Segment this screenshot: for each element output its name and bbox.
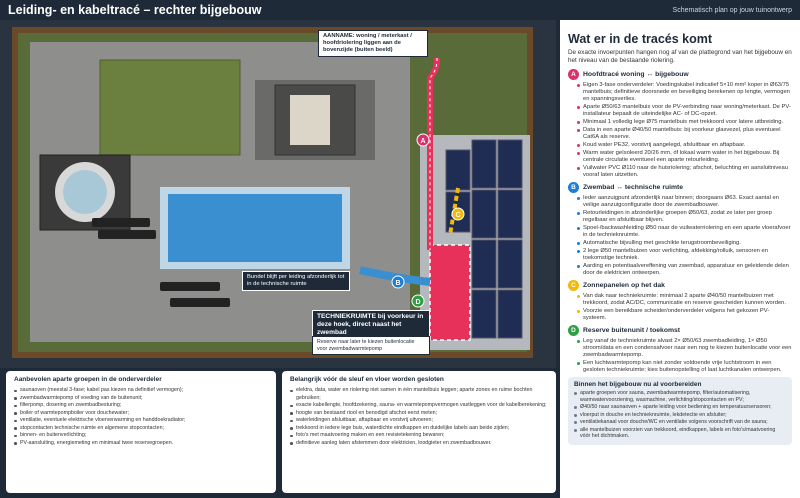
list-item: zwembadwarmtepomp of voeding van de buitenunit;	[14, 395, 268, 403]
list-item: Warm water geïsoleerd 20/26 mm, óf lokaal warm water in het bijgebouw. Bij centrale circulatie eventueel een aparte retourleiding.	[577, 150, 792, 164]
card-title: Aanbevolen aparte groepen in de onderverdeler	[14, 376, 162, 383]
list-item: Eigen 3-fase onderverdeler: Voedingskabel indicatief 5×10 mm² koper in Ø63/75 mantelbuis; definitieve doorsnede en beveiliging berekenen op lengte, vermogen en spanningsverlies.	[577, 82, 792, 103]
section-title: Zwembad ↔ technische ruimte	[583, 184, 684, 191]
list-item: Ieder aanzuigpunt afzonderlijk naar binnen; doorgaans Ø63. Exact aantal en veilige aanzuigconfiguratie door de zwembadbouwer.	[577, 195, 792, 209]
list-item: filterpomp, dosering en zwembadbesturing;	[14, 402, 268, 410]
prepare-title: Binnen het bijgebouw nu al voorbereiden	[574, 381, 702, 388]
card-before-closing	[282, 371, 556, 493]
lawn	[100, 60, 240, 155]
callout-bundle: Bundel blijft per leiding afzonderlijk tot in de technische ruimte	[242, 271, 350, 291]
list-item: Spoel-/backwashleiding Ø50 naar de vuilwaterriolering en een aparte vloerafvoer in de technieknruimte.	[577, 225, 792, 239]
marker-d	[412, 295, 424, 307]
list-item: Retourleidingen in afzonderlijke groepen Ø50/63, zodat ze later per groep regelbaar en afsluitbaar blijven.	[577, 210, 792, 224]
list-item: ventilatie, eventuele elektrische vloerverwarming en handdoekradiator;	[14, 417, 268, 425]
svg-text:A: A	[420, 138, 426, 145]
section-title: Hoofdtracé woning ↔ bijgebouw	[583, 71, 689, 78]
list-item: Koud water PE32, vorstvrij aangelegd, afsluitbaar en aftapbaar.	[577, 142, 792, 149]
list-item: boiler of warmtepompboiler voor douchewater;	[14, 410, 268, 418]
prepare-box	[568, 377, 792, 445]
badge-b: B	[568, 182, 579, 193]
section-a	[568, 69, 792, 179]
legend-title: Wat er in de tracés komt	[568, 32, 713, 46]
list-item: Ø40/50 naar saunaoven + aparte leiding voor bediening en temperatuursensoren;	[574, 404, 786, 411]
section-b	[568, 182, 792, 277]
list-item: Automatische bijvulling met geschikte terugstroombeveiliging.	[577, 240, 792, 247]
list-item: Data in een aparte Ø40/50 mantelbuis: bij voorkeur glasvezel, plus eventueel Cat6A als reserve.	[577, 127, 792, 141]
lounger	[170, 298, 230, 307]
list-item: binnen- en buitenverlichting;	[14, 432, 268, 440]
list-item: hoogte van bestaand riool en benodigd afschot eerst meten;	[290, 410, 548, 418]
list-item: foto's met maatvoering maken en een revisietekening bewaren;	[290, 432, 548, 440]
list-item: alle mantelbuizen voorzien van trekkoord, eindkappen, labels en foto's/maatvoering vóór het dichtmaken.	[574, 427, 786, 440]
card-title: Belangrijk vóór de sleuf en vloer worden gesloten	[290, 376, 444, 383]
lounger	[92, 218, 150, 227]
list-item: ventilatiekanaal voor douche/WC en ventilatie volgens voorschrift van de sauna;	[574, 419, 786, 426]
badge-d: D	[568, 325, 579, 336]
legend-intro: De exacte invoerpunten hangen nog af van de plattegrond van het bijgebouw en het niveau van de bestaande riolering.	[568, 49, 792, 64]
header-bar	[0, 0, 800, 20]
list-item: Leg vanaf de techniekruimte alvast 2× Ø50/63 zwembadleiding, 1× Ø50 stroom/data en een condensafvoer naar een nog te kiezen buitenlocatie voor een zwembadwarmtepomp.	[577, 338, 792, 359]
pergola-table	[290, 95, 330, 145]
page-subtitle: Schematisch plan op jouw tuinontwerp	[672, 6, 792, 14]
callout-tech-room: TECHNIEKRUIMTE bij voorkeur in deze hoek, direct naast het zwembad	[312, 310, 430, 340]
list-item: 2 lege Ø50 mantelbuizen voor verlichting, afdekking/rolluik, sensoren en toekomstige techniek.	[577, 248, 792, 262]
list-item: Minimaal 1 volledig lege Ø75 mantelbuis met trekkoord voor latere uitbreiding.	[577, 119, 792, 126]
marker-a	[417, 134, 429, 146]
list-item: Van dak naar techniekruimte: minimaal 2 aparte Ø40/50 mantelbuizen met trekkoord, zodat AC/DC, communicatie en reserve gescheiden kunnen worden.	[577, 293, 792, 307]
list-item: elektra, data, water en riolering niet samen in één mantelbuis leggen; aparte zones en ruime bochten gebruiken;	[290, 387, 548, 402]
pool-water	[168, 194, 342, 262]
list-item: PV-aansluiting, energiemeting en minimaal twee reservegroepen.	[14, 440, 268, 448]
site-plan-drawing	[0, 20, 556, 368]
section-c	[568, 280, 792, 322]
list-item: waterleidingen afsluitbaar, aftapbaar en vorstvrij uitvoeren;	[290, 417, 548, 425]
svg-text:B: B	[395, 280, 401, 287]
list-item: saunaoven (meestal 3-fase; kabel pas kiezen na definitief vermogen);	[14, 387, 268, 395]
list-item: trekkoord in iedere lege buis, waterdichte eindkappen en duidelijke labels aan beide zijden;	[290, 425, 548, 433]
list-item: stopcontacten technische ruimte en algemene stopcontacten;	[14, 425, 268, 433]
svg-text:D: D	[415, 299, 421, 306]
marker-b	[392, 276, 404, 288]
callout-assumption: AANNAME: woning / meterkast / hoofdriolering liggen aan de bovenzijde (buiten beeld)	[318, 30, 428, 57]
list-item: vloerput in douche en technieknruimte, lekdetectie en afsluiter;	[574, 412, 786, 419]
badge-a: A	[568, 69, 579, 80]
list-item: Vuilwater PVC Ø110 naar de huisriolering; afschot, beluchting en aansluitniveau vooraf laten uitzetten.	[577, 165, 792, 179]
list-item: exacte kabellengte, hoofdzekering, sauna- en warmtepompvermogen vastleggen voor de kabelberekening;	[290, 402, 548, 410]
section-title: Reserve buitenunit / toekomst	[583, 327, 681, 334]
svg-text:C: C	[455, 212, 461, 219]
tech-room	[430, 245, 470, 340]
list-item: Een luchtwarmtepomp kan niet zonder voldoende vrije luchtstroom in een gesloten techniekruimte; kies buitenopstelling of laat luchtkanalen ontwerpen.	[577, 360, 792, 374]
marker-c	[452, 208, 464, 220]
callout-reserve: Reserve naar later te kiezen buitenlocatie voor zwembadwarmtepomp	[312, 336, 430, 355]
list-item: aparte groepen voor sauna, zwembadwarmtepomp, filter/automatisering, warmwatervoorziening, wasmachine, verlichting/stopcontacten en PV;	[574, 390, 786, 403]
page-title: Leiding- en kabeltracé – rechter bijgebouw	[8, 3, 262, 17]
section-title: Zonnepanelen op het dak	[583, 282, 665, 289]
list-item: Aparte Ø50/63 mantelbuis voor de PV-verbinding naar woning/meterkast. De PV-installateur bepaalt de uiteindelijke AC- of DC-opzet.	[577, 104, 792, 118]
lounger	[160, 282, 220, 291]
badge-c: C	[568, 280, 579, 291]
card-groups	[6, 371, 276, 493]
section-d	[568, 325, 792, 374]
list-item: Voorzie een bereikbare scheider/onderverdeler volgens het gekozen PV-systeem.	[577, 308, 792, 322]
legend-panel	[560, 20, 800, 498]
list-item: definitieve aanleg laten afstemmen door elektricien, loodgieter en zwembadbouwer.	[290, 440, 548, 448]
list-item: Aarding en potentiaalvereffening van zwembad, apparatuur en geleidende delen door de elektricien ontwerpen.	[577, 263, 792, 277]
site-plan	[0, 20, 556, 368]
lounger	[98, 230, 156, 239]
